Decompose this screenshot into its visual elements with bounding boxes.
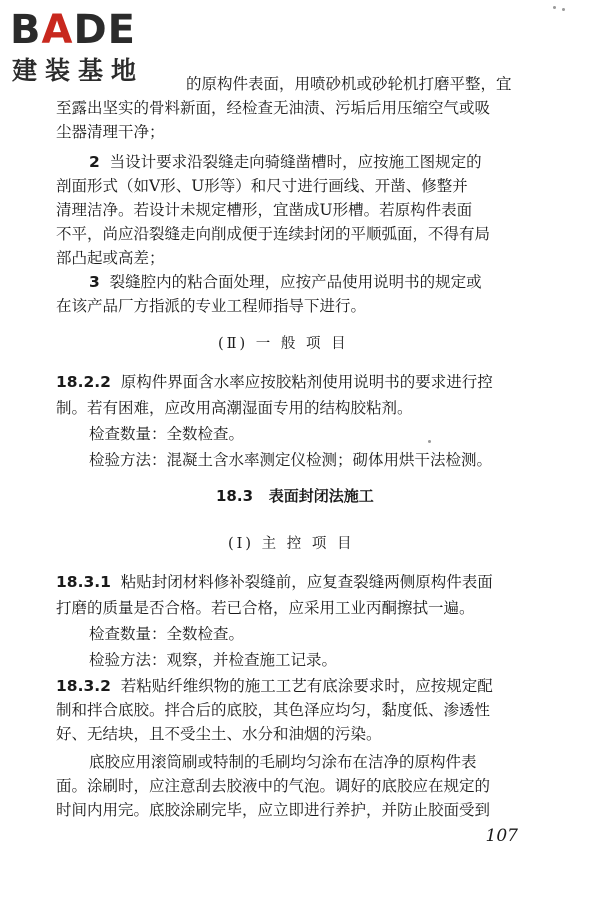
- scan-speck: [553, 6, 556, 9]
- text-line: 时间内用完。底胶涂刷完毕，应立即进行养护，并防止胶面受到: [56, 801, 491, 819]
- text-line: 面。涂刷时，应注意刮去胶液中的气泡。调好的底胶应在规定的: [56, 777, 491, 795]
- page-number: 107: [485, 826, 518, 846]
- clause-18-2-2: 18.2.2 原构件界面含水率应按胶粘剂使用说明书的要求进行控: [56, 373, 493, 391]
- check-quantity: 检查数量：全数检查。: [89, 625, 245, 643]
- check-quantity: 检查数量：全数检查。: [89, 425, 245, 443]
- text-line: 好、无结块，且不受尘土、水分和油烟的污染。: [56, 725, 382, 743]
- subheading-general-items: (Ⅱ) 一 般 项 目: [218, 336, 349, 352]
- text-line: 制和拌合底胶。拌合后的底胶，其色泽应均匀，黏度低、渗透性: [56, 701, 491, 719]
- inspection-method: 检验方法：观察，并检查施工记录。: [89, 651, 338, 669]
- text-line: 清理洁净。若设计未规定槽形，宜凿成U形槽。若原构件表面: [56, 201, 473, 219]
- text-line: 制。若有困难，应改用高潮湿面专用的结构胶粘剂。: [56, 399, 413, 417]
- text-line: 打磨的质量是否合格。若已合格，应采用工业丙酮擦拭一遍。: [56, 599, 475, 617]
- scan-speck: [428, 440, 431, 443]
- section-heading-18-3: 18.3 表面封闭法施工: [216, 487, 374, 505]
- text-line: 至露出坚实的骨料新面，经检查无油渍、污垢后用压缩空气或吸: [56, 99, 491, 117]
- subheading-main-items: (Ⅰ) 主 控 项 目: [228, 536, 355, 552]
- item-2: 2 当设计要求沿裂缝走向骑缝凿槽时，应按施工图规定的: [89, 153, 482, 171]
- clause-18-3-2: 18.3.2 若粘贴纤维织物的施工工艺有底涂要求时，应按规定配: [56, 677, 493, 695]
- inspection-method: 检验方法：混凝土含水率测定仪检测；砌体用烘干法检测。: [89, 451, 493, 469]
- logo-wordmark: BADE: [10, 7, 136, 53]
- clause-18-3-1: 18.3.1 粘贴封闭材料修补裂缝前，应复查裂缝两侧原构件表面: [56, 573, 493, 591]
- text-line: 在该产品厂方指派的专业工程师指导下进行。: [56, 297, 367, 315]
- text-line: 剖面形式（如V形、U形等）和尺寸进行画线、开凿、修整并: [56, 177, 468, 195]
- item-3: 3 裂缝腔内的粘合面处理，应按产品使用说明书的规定或: [89, 273, 482, 291]
- text-line: 的原构件表面，用喷砂机或砂轮机打磨平整，宜: [186, 75, 512, 93]
- text-line: 不平，尚应沿裂缝走向削成便于连续封闭的平顺弧面，不得有局: [56, 225, 491, 243]
- logo-chinese-text: 建装基地: [12, 56, 145, 85]
- text-line: 尘器清理干净；: [56, 123, 165, 141]
- text-line: 底胶应用滚筒刷或特制的毛刷均匀涂布在洁净的原构件表: [89, 753, 477, 771]
- scan-speck: [562, 8, 565, 11]
- text-line: 部凸起或高差；: [56, 249, 165, 267]
